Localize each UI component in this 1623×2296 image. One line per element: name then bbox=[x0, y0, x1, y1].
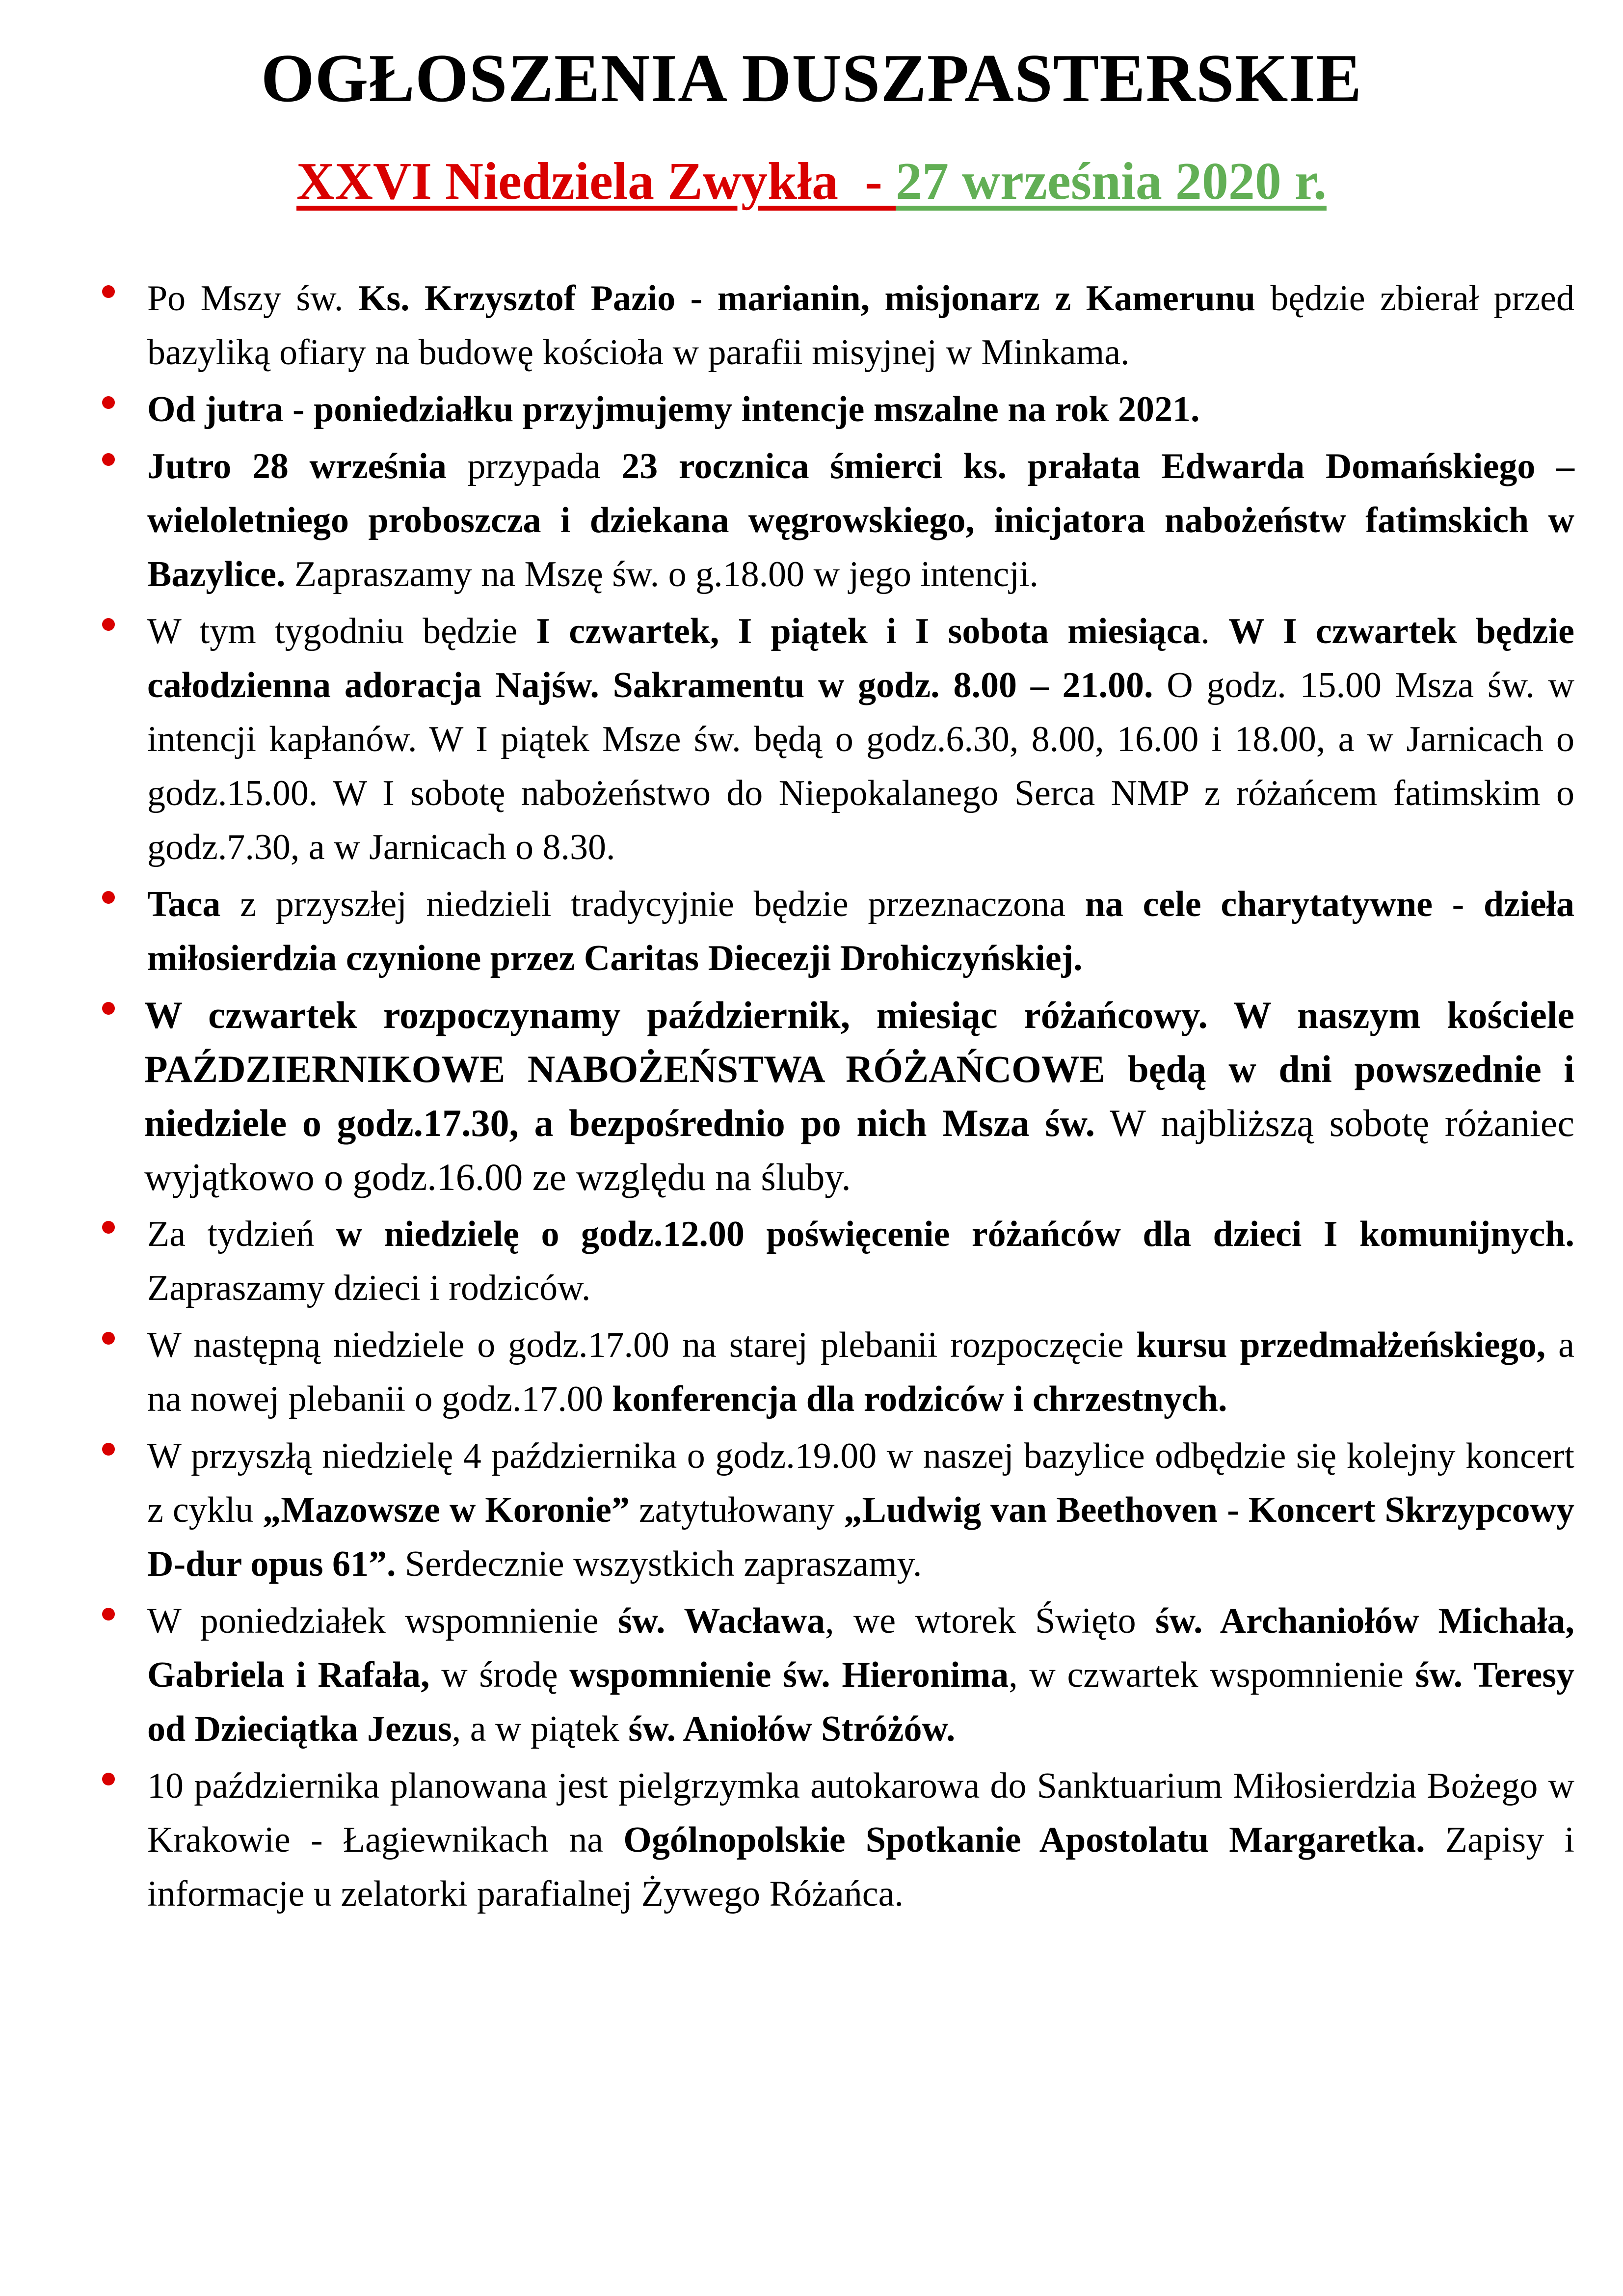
announcement-text: w środę bbox=[429, 1655, 570, 1695]
announcement-text: W następną niedziele o godz.17.00 na starej plebanii rozpoczęcie bbox=[147, 1325, 1137, 1365]
announcement-item-5 bbox=[147, 877, 1574, 985]
announcement-item-11 bbox=[147, 1759, 1574, 1921]
announcement-bold-text: wspomnienie św. Hieronima bbox=[569, 1655, 1009, 1695]
announcement-bold-text: św. Wacława bbox=[617, 1601, 825, 1641]
announcement-bold-text: Taca bbox=[147, 884, 221, 924]
announcement-text: W przyszłą niedzielę 4 października o godz.19.00 w naszej bazylice odbędzie się kolejny koncert z cyklu bbox=[147, 1436, 1574, 1530]
announcement-item-7 bbox=[147, 1207, 1574, 1315]
announcement-item-1 bbox=[147, 271, 1574, 379]
announcement-item-10 bbox=[147, 1594, 1574, 1756]
announcement-text: Zapisy i informacje u zelatorki parafialnej Żywego Różańca. bbox=[147, 1820, 1575, 1914]
red-dot-bullet-icon bbox=[102, 618, 115, 631]
announcement-text: , we wtorek Święto bbox=[825, 1601, 1155, 1641]
announcement-item-3 bbox=[147, 439, 1574, 601]
announcement-bold-text: Od jutra - poniedziałku przyjmujemy intencje mszalne na rok 2021. bbox=[147, 389, 1200, 430]
announcement-text: Serdecznie wszystkich zapraszamy. bbox=[396, 1544, 922, 1584]
announcement-item-6 bbox=[144, 988, 1574, 1204]
announcement-bold-text: W czwartek rozpoczynamy październik, miesiąc różańcowy. W naszym kościele PAŹDZIERNIKOWE NABOŻEŃSTWA RÓŻAŃCOWE będą w dni powszednie i niedziele o godz.17.30, a bezpośrednio po nich Msza św. bbox=[144, 994, 1574, 1144]
date-label: 27 września 2020 r. bbox=[896, 152, 1327, 211]
announcement-bold-text: kursu przedmałżeńskiego, bbox=[1136, 1325, 1546, 1365]
announcement-item-4 bbox=[147, 604, 1574, 874]
announcement-text: przypada bbox=[446, 446, 622, 486]
red-dot-bullet-icon bbox=[102, 285, 115, 298]
announcement-bold-text: św. Archaniołów Michała, Gabriela i Rafała, bbox=[147, 1601, 1574, 1695]
announcement-bold-text: św. Aniołów Stróżów. bbox=[628, 1709, 956, 1749]
announcement-bold-text: I czwartek, I piątek i I sobota miesiąca bbox=[536, 611, 1201, 651]
announcement-bold-text: w niedzielę o godz.12.00 poświęcenie różańców dla dzieci I komunijnych. bbox=[336, 1214, 1574, 1254]
announcement-text: Po Mszy św. bbox=[147, 278, 358, 319]
announcement-bold-text: W I czwartek będzie całodzienna adoracja Najśw. Sakramentu w godz. 8.00 – 21.00. bbox=[147, 611, 1575, 705]
red-dot-bullet-icon bbox=[102, 891, 115, 904]
announcement-bold-text: św. Teresy od Dzieciątka Jezus bbox=[147, 1655, 1574, 1749]
announcement-text: W poniedziałek wspomnienie bbox=[147, 1601, 618, 1641]
announcement-text: będzie zbierał przed bazyliką ofiary na budowę kościoła w parafii misyjnej w Minkama. bbox=[147, 278, 1575, 373]
announcement-list bbox=[144, 271, 1575, 1924]
red-dot-bullet-icon bbox=[102, 396, 115, 409]
red-dot-bullet-icon bbox=[102, 1773, 115, 1785]
red-dot-bullet-icon bbox=[102, 453, 115, 466]
announcement-text: zatytułowany bbox=[629, 1490, 844, 1530]
announcement-bold-text: konferencja dla rodziców i chrzestnych. bbox=[612, 1379, 1227, 1419]
announcement-bold-text: Ogólnopolskie Spotkanie Apostolatu Margaretka. bbox=[623, 1820, 1425, 1860]
announcement-text: , w czwartek wspomnienie bbox=[1009, 1655, 1415, 1695]
announcement-text: O godz. 15.00 Msza św. w intencji kapłanów. W I piątek Msze św. będą o godz.6.30, 8.00, 16.00 i 18.00, a w Jarnicach o godz.15.00. W I sobotę nabożeństwo do Niepokalanego Serca NMP z różańcem fatimskim o godz.7.30, a w Jarnicach o 8.30. bbox=[147, 665, 1574, 867]
red-dot-bullet-icon bbox=[102, 1002, 115, 1015]
announcement-bold-text: na cele charytatywne - dzieła miłosierdzia czynione przez Caritas Diecezji Drohiczyńskiej. bbox=[147, 884, 1574, 978]
announcement-item-8 bbox=[147, 1318, 1574, 1426]
announcement-bold-text: Ks. Krzysztof Pazio - marianin, misjonarz z Kamerunu bbox=[358, 278, 1256, 319]
announcement-text: . bbox=[1200, 611, 1229, 651]
announcement-text: z przyszłej niedzieli tradycyjnie będzie przeznaczona bbox=[220, 884, 1085, 924]
announcement-text: Zapraszamy dzieci i rodziców. bbox=[147, 1268, 591, 1308]
page-title: OGŁOSZENIA DUSZPASTERSKIE bbox=[261, 40, 1362, 116]
announcement-text: 10 października planowana jest pielgrzymka autokarowa do Sanktuarium Miłosierdzia Bożego w Krakowie - Łagiewnikach na bbox=[147, 1766, 1574, 1860]
announcement-text: Za tydzień bbox=[147, 1214, 336, 1254]
red-dot-bullet-icon bbox=[102, 1608, 115, 1621]
red-dot-bullet-icon bbox=[102, 1332, 115, 1345]
red-dot-bullet-icon bbox=[102, 1221, 115, 1234]
liturgical-sunday-label: XXVI Niedziela Zwykła - bbox=[296, 152, 896, 211]
announcement-item-9 bbox=[147, 1429, 1574, 1591]
announcement-text: , a w piątek bbox=[452, 1709, 629, 1749]
announcement-bold-text: „Mazowsze w Koronie” bbox=[263, 1490, 630, 1530]
red-dot-bullet-icon bbox=[102, 1443, 115, 1456]
announcement-text: a na nowej plebanii o godz.17.00 bbox=[147, 1325, 1574, 1419]
announcement-text: W najbliższą sobotę różaniec wyjątkowo o godz.16.00 ze względu na śluby. bbox=[144, 1102, 1574, 1198]
announcement-item-2 bbox=[147, 382, 1574, 436]
announcement-bold-text: Jutro 28 września bbox=[147, 446, 447, 486]
page-subtitle bbox=[0, 142, 1623, 221]
announcement-bold-text: „Ludwig van Beethoven - Koncert Skrzypcowy D-dur opus 61”. bbox=[147, 1490, 1574, 1584]
announcement-bold-text: 23 rocznica śmierci ks. prałata Edwarda Domańskiego – wieloletniego proboszcza i dziekana węgrowskiego, inicjatora nabożeństw fatimskich w Bazylice. bbox=[147, 446, 1575, 594]
announcement-text: W tym tygodniu będzie bbox=[147, 611, 536, 651]
announcement-text: Zapraszamy na Mszę św. o g.18.00 w jego intencji. bbox=[285, 554, 1038, 594]
